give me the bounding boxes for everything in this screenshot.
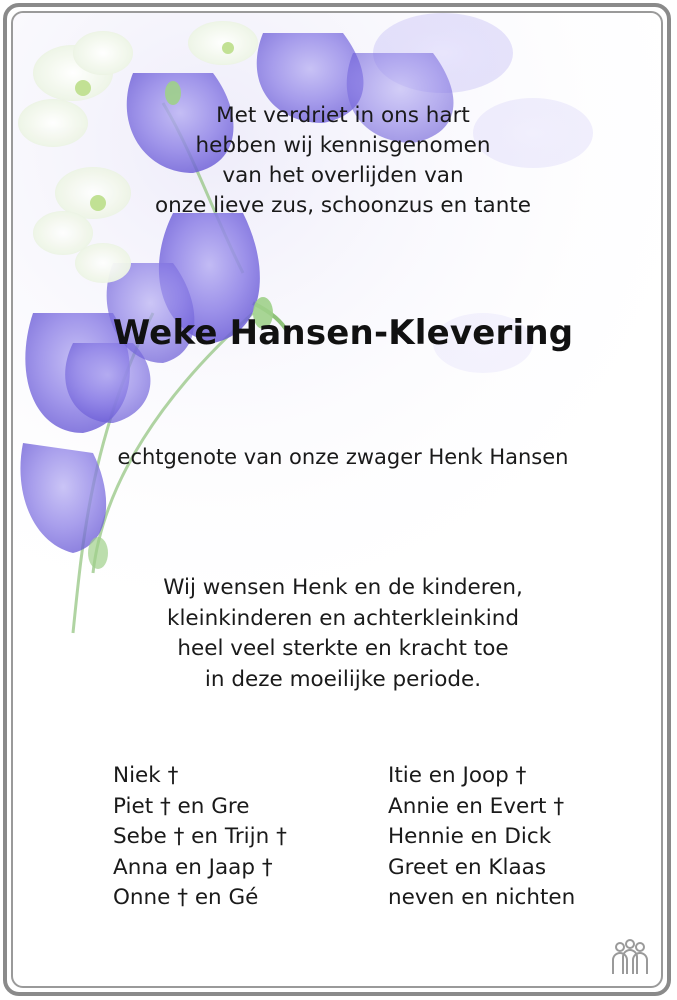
intro-line: van het overlijden van: [222, 163, 464, 188]
signatory: Hennie en Dick: [388, 824, 552, 849]
signatory: Greet en Klaas: [388, 854, 547, 880]
signatories-right: [388, 761, 575, 914]
condolence-card: [3, 3, 671, 996]
signatory: Itie en Joop †: [388, 763, 527, 788]
wish-line: kleinkinderen en achterkleinkind: [167, 605, 519, 631]
wish-line: Wij wensen Henk en de kinderen,: [163, 575, 523, 600]
signatories-left: [113, 761, 287, 914]
people-group-icon: [607, 938, 653, 978]
signatory: Piet † en Gre: [113, 793, 250, 819]
signatory: neven en nichten: [388, 885, 576, 910]
signatory: Annie en Evert †: [388, 793, 565, 819]
wish-line: in deze moeilijke periode.: [204, 666, 482, 692]
signatory: Anna en Jaap †: [113, 854, 273, 880]
intro-line: hebben wij kennisgenomen: [195, 133, 491, 158]
signatory: Onne † en Gé: [113, 885, 259, 910]
signatory: Sebe † en Trijn †: [113, 824, 287, 849]
intro-line: onze lieve zus, schoonzus en tante: [155, 193, 531, 218]
relation-text: echtgenote van onze zwager Henk Hansen: [117, 445, 569, 469]
wish-text: [13, 573, 663, 695]
deceased-name: Weke Hansen-Klevering: [112, 313, 574, 353]
intro-line: Met verdriet in ons hart: [216, 103, 470, 128]
card-inner-frame: [11, 11, 663, 988]
signatory: Niek †: [113, 763, 179, 788]
intro-text: [13, 101, 663, 221]
wish-line: heel veel sterkte en kracht toe: [177, 636, 509, 661]
